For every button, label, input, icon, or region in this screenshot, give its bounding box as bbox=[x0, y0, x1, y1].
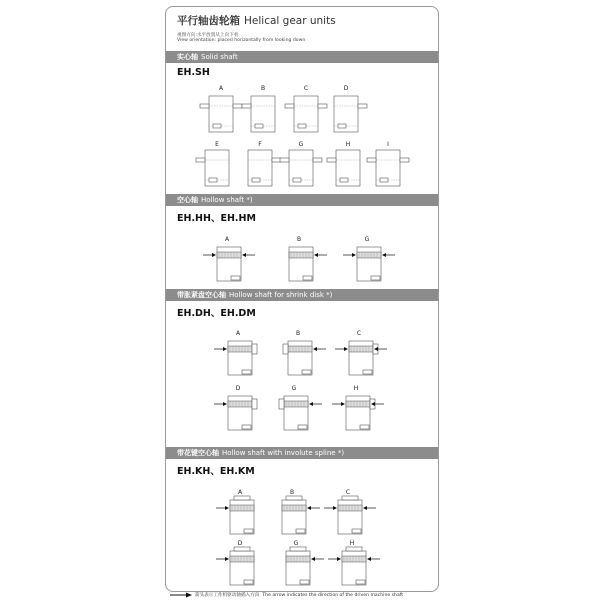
arrangement-label: G bbox=[298, 141, 304, 148]
band-cn: 实心轴 bbox=[177, 53, 198, 61]
band-en: Hollow shaft with involute spline *) bbox=[222, 449, 345, 457]
gearbox-mounting-diagram bbox=[203, 243, 255, 285]
band-solid-shaft bbox=[166, 51, 438, 63]
band-involute-spline bbox=[166, 447, 438, 459]
arrangement-label: C bbox=[356, 330, 362, 337]
arrangement-label: D bbox=[235, 385, 241, 392]
gearbox-mounting-diagram bbox=[216, 496, 268, 538]
model-eh-dh-dm: EH.DH、EH.DM bbox=[177, 308, 256, 319]
gearbox-mounting-diagram bbox=[364, 148, 416, 190]
arrangement-label: G bbox=[291, 385, 297, 392]
band-hollow-shaft bbox=[166, 194, 438, 206]
arrangement-label: H bbox=[349, 540, 355, 547]
arrangement-label: A bbox=[235, 330, 241, 337]
arrangement-label: C bbox=[345, 489, 351, 496]
band-en: Hollow shaft for shrink disk *) bbox=[229, 291, 333, 299]
arrangement-label: B bbox=[296, 236, 302, 243]
gearbox-mounting-diagram bbox=[324, 496, 376, 538]
gearbox-mounting-diagram bbox=[270, 392, 322, 434]
orientation-en: View orientation: placed horizontally from looking down bbox=[177, 38, 306, 43]
title-cn: 平行轴齿轮箱 bbox=[177, 15, 240, 27]
footer-note bbox=[170, 591, 403, 599]
gearbox-mounting-diagram bbox=[214, 337, 266, 379]
band-cn: 带花键空心轴 bbox=[177, 449, 219, 457]
gearbox-mounting-diagram bbox=[343, 243, 395, 285]
gearbox-mounting-diagram bbox=[268, 496, 320, 538]
model-eh-hh-hm: EH.HH、EH.HM bbox=[177, 213, 256, 224]
gearbox-mounting-diagram bbox=[272, 547, 324, 589]
gearbox-mounting-diagram bbox=[322, 94, 374, 136]
gearbox-mounting-diagram bbox=[328, 547, 380, 589]
footer-note-cn: 箭头表示工作机驱动轴插入方向 bbox=[195, 593, 260, 598]
arrangement-label: G bbox=[293, 540, 299, 547]
band-shrink-disk bbox=[166, 289, 438, 301]
gearbox-mounting-diagram bbox=[214, 392, 266, 434]
arrangement-label: H bbox=[345, 141, 351, 148]
arrangement-label: E bbox=[215, 141, 219, 148]
arrangement-label: A bbox=[237, 489, 243, 496]
band-cn: 带胀紧盘空心轴 bbox=[177, 291, 226, 299]
arrangement-label: A bbox=[218, 85, 224, 92]
arrangement-label: I bbox=[387, 141, 389, 148]
model-eh-sh: EH.SH bbox=[177, 67, 210, 78]
footer-note-en: The arrow indicates the direction of the driven machine shaft bbox=[262, 592, 404, 598]
title-en: Helical gear units bbox=[244, 15, 336, 27]
arrow-right-icon bbox=[170, 592, 192, 598]
model-eh-kh-km: EH.KH、EH.KM bbox=[177, 466, 255, 477]
band-cn: 空心轴 bbox=[177, 196, 198, 204]
gearbox-mounting-diagram bbox=[216, 547, 268, 589]
page-title bbox=[177, 13, 336, 28]
band-en: Hollow shaft *) bbox=[201, 196, 253, 204]
orientation-cn: 视图方向:水平放置从上向下看 bbox=[177, 33, 239, 38]
gearbox-mounting-diagram bbox=[332, 392, 384, 434]
arrangement-label: D bbox=[343, 85, 349, 92]
gearbox-mounting-diagram bbox=[277, 148, 329, 190]
arrangement-label: F bbox=[258, 141, 262, 148]
gearbox-mounting-diagram bbox=[335, 337, 387, 379]
arrangement-label: B bbox=[295, 330, 301, 337]
arrangement-label: G bbox=[364, 236, 370, 243]
arrangement-label: D bbox=[237, 540, 243, 547]
gearbox-mounting-diagram bbox=[275, 243, 327, 285]
catalog-frame bbox=[165, 6, 439, 592]
arrangement-label: C bbox=[303, 85, 309, 92]
band-en: Solid shaft bbox=[201, 53, 238, 61]
arrangement-label: A bbox=[224, 236, 230, 243]
arrangement-label: B bbox=[289, 489, 295, 496]
gearbox-mounting-diagram bbox=[274, 337, 326, 379]
arrangement-label: B bbox=[260, 85, 266, 92]
arrangement-label: H bbox=[353, 385, 359, 392]
